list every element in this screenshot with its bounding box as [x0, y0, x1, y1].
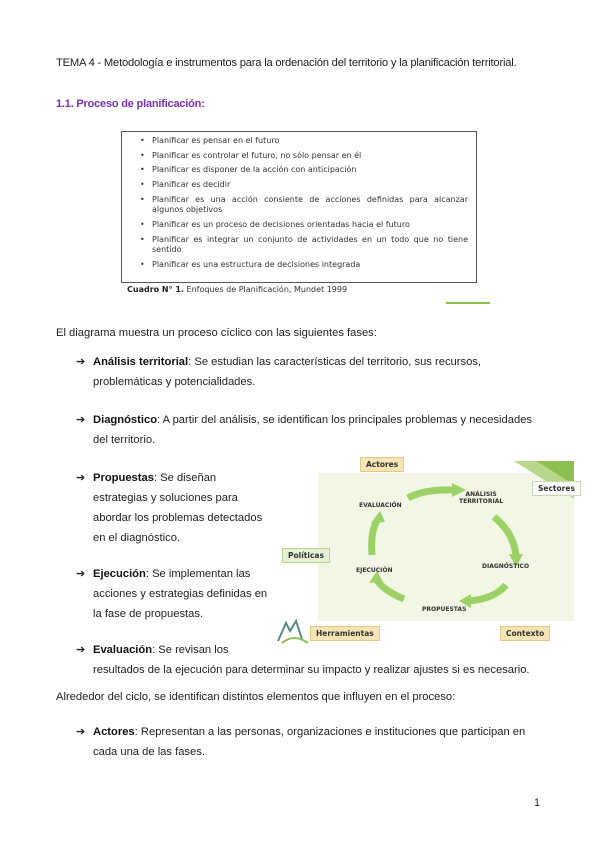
diagram-label-analisis [459, 491, 503, 505]
box-caption [127, 285, 347, 294]
section-heading: 1.1. Proceso de planificación: [56, 98, 205, 110]
phase-text: la fase de propuestas. [93, 608, 204, 620]
list-item: • Planificar es disponer de la acción con anticipación [152, 165, 468, 176]
label-line: ANÁLISIS [465, 491, 497, 498]
planning-cycle-diagram [274, 461, 574, 646]
list-item: • Planificar es controlar el futuro, no sólo pensar en él [152, 151, 468, 162]
diagram-label-propuestas: PROPUESTAS [422, 606, 467, 613]
phase-ejecucion [76, 564, 276, 624]
caption-text: Enfoques de Planificación, Mundet 1999 [184, 285, 348, 294]
phase-propuestas [76, 468, 276, 548]
arrow-icon: ➔ [76, 414, 86, 426]
phase-analisis [76, 352, 546, 392]
element-term: Actores [93, 726, 135, 738]
element-text: cada una de las fases. [93, 746, 205, 758]
element-text: : Representan a las personas, organizaciones e instituciones que participan en [134, 726, 526, 738]
caption-label: Cuadro N° 1. [127, 285, 185, 294]
decorative-bar [446, 302, 490, 304]
arrow-icon: ➔ [76, 356, 86, 368]
document-header: TEMA 4 - Metodología e instrumentos para la ordenación del territorio y la planificación territorial. [56, 57, 517, 69]
list-item: • Planificar es una acción consiente de acciones definidas para alcanzar algunos objetivos [152, 195, 468, 216]
phase-term: Ejecución [93, 568, 146, 580]
phase-term: Propuestas [93, 472, 154, 484]
phase-text: acciones y estrategias definidas en [93, 588, 268, 600]
arrow-icon: ➔ [76, 726, 86, 738]
arrow-icon: ➔ [76, 644, 86, 656]
list-item: • Planificar es pensar en el futuro [152, 136, 468, 147]
list-item: • Planificar es decidir [152, 180, 468, 191]
definitions-list [122, 132, 476, 270]
tag-sectores: Sectores [532, 481, 581, 496]
planning-definitions-box [121, 131, 477, 283]
tag-contexto: Contexto [500, 626, 550, 641]
list-item: • Planificar es un proceso de decisiones orientadas hacia el futuro [152, 220, 468, 231]
page-number: 1 [534, 797, 541, 809]
phase-term: Análisis territorial [93, 356, 189, 368]
phase-text: estrategias y soluciones para [93, 492, 238, 504]
label-line: TERRITORIAL [459, 498, 504, 505]
phase-term: Evaluación [93, 644, 153, 656]
phase-text: abordar los problemas detectados [93, 512, 263, 524]
phase-term: Diagnóstico [93, 414, 158, 426]
tag-politicas: Políticas [282, 548, 330, 563]
tag-actores: Actores [360, 457, 404, 472]
phase-text: : Se diseñan [153, 472, 217, 484]
diagram-label-diagnostico: DIAGNÓSTICO [482, 563, 530, 570]
phase-text: del territorio. [93, 434, 156, 446]
phase-text: en el diagnóstico. [93, 532, 181, 544]
diagram-label-ejecucion: EJECUCIÓN [356, 567, 393, 574]
tag-herramientas: Herramientas [310, 626, 380, 641]
phase-diagnostico [76, 410, 546, 450]
list-item: • Planificar es una estructura de decisiones integrada [152, 260, 468, 271]
arrow-icon: ➔ [76, 568, 86, 580]
phase-text: problemáticas y potencialidades. [93, 376, 256, 388]
phase-text: : A partir del análisis, se identifican los principales problemas y necesidades [157, 414, 533, 426]
elements-intro-paragraph: Alrededor del ciclo, se identifican distintos elementos que influyen en el proceso: [56, 691, 456, 703]
phase-text: resultados de la ejecución para determinar su impacto y realizar ajustes si es necesario. [93, 664, 530, 676]
list-item: • Planificar es integrar un conjunto de actividades en un todo que no tiene sentido [152, 235, 468, 256]
institution-logo [274, 615, 312, 645]
arrow-icon: ➔ [76, 472, 86, 484]
phase-text: : Se implementan las [145, 568, 251, 580]
phase-text: : Se estudian las características del territorio, sus recursos, [188, 356, 481, 368]
intro-paragraph: El diagrama muestra un proceso cíclico con las siguientes fases: [56, 327, 377, 339]
element-actores [76, 722, 556, 762]
diagram-label-evaluacion: EVALUACIÓN [359, 502, 402, 509]
phase-text: : Se revisan los [152, 644, 229, 656]
